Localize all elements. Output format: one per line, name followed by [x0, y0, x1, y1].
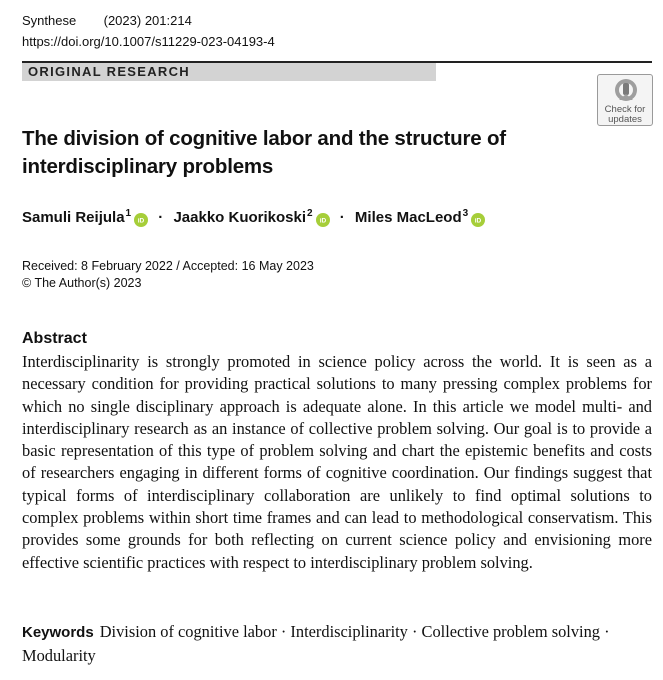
check-updates-label — [598, 105, 652, 125]
received-accepted-dates: Received: 8 February 2022 / Accepted: 16 May 2023 — [22, 259, 314, 273]
check-updates-line1: Check for — [604, 104, 646, 115]
check-updates-line2: updates — [608, 114, 642, 125]
orcid-icon[interactable] — [316, 213, 330, 227]
author-list — [22, 209, 485, 227]
author-name: Samuli Reijula — [22, 209, 125, 226]
author-affiliation: 1 — [125, 208, 132, 219]
keywords-label: Keywords — [22, 624, 94, 641]
author-separator: · — [339, 209, 345, 226]
doi-link[interactable]: https://doi.org/10.1007/s11229-023-04193-4 — [22, 34, 275, 49]
check-updates-icon — [614, 78, 638, 104]
keywords-section — [22, 620, 652, 668]
author-separator: · — [158, 209, 164, 226]
keywords-list: Division of cognitive labor · Interdisciplinarity · Collective problem solving · Modularity — [22, 622, 610, 665]
author-2[interactable] — [173, 209, 329, 227]
author-1[interactable] — [22, 209, 148, 227]
copyright-notice: © The Author(s) 2023 — [22, 276, 142, 290]
volume-citation: (2023) 201:214 — [103, 13, 192, 28]
author-3[interactable] — [355, 209, 485, 227]
journal-citation — [22, 12, 192, 29]
publication-dates — [22, 258, 314, 292]
svg-text:iD: iD — [319, 217, 326, 225]
abstract-body: Interdisciplinarity is strongly promoted in science policy across the world. It is seen as a necessary condition for providing practical solutions to many pressing complex problems for which no single disciplinary approach is adequate alone. In this article we model multi- and interdisciplinary research as an instance of collective problem solving. Our goal is to provide a basic representation of this type of problem solving and chart the epistemic benefits and costs of researchers engaging in different forms of cognitive coordination. Our findings suggest that typical forms of interdisciplinary collaboration are unlikely to find optimal solutions to complex problems within short time frames and can lead to methodological conservatism. This provides some grounds for both reflecting on current science policy and envisioning more effective scientific practices with respect to interdisciplinary problem solving. — [22, 352, 652, 572]
orcid-icon[interactable] — [471, 213, 485, 227]
orcid-icon[interactable] — [134, 213, 148, 227]
check-for-updates-button[interactable] — [597, 74, 653, 126]
abstract-heading: Abstract — [22, 330, 87, 347]
author-name: Jaakko Kuorikoski — [173, 209, 307, 226]
author-affiliation: 3 — [462, 208, 469, 219]
author-affiliation: 2 — [307, 208, 313, 219]
svg-text:iD: iD — [474, 217, 482, 225]
author-name: Miles MacLeod — [354, 209, 462, 226]
svg-text:iD: iD — [137, 217, 145, 225]
section-band — [22, 63, 436, 81]
section-label: ORIGINAL RESEARCH — [28, 64, 190, 79]
paper-title: The division of cognitive labor and the structure of interdisciplinary problems — [22, 127, 506, 178]
journal-name: Synthese — [22, 13, 77, 28]
